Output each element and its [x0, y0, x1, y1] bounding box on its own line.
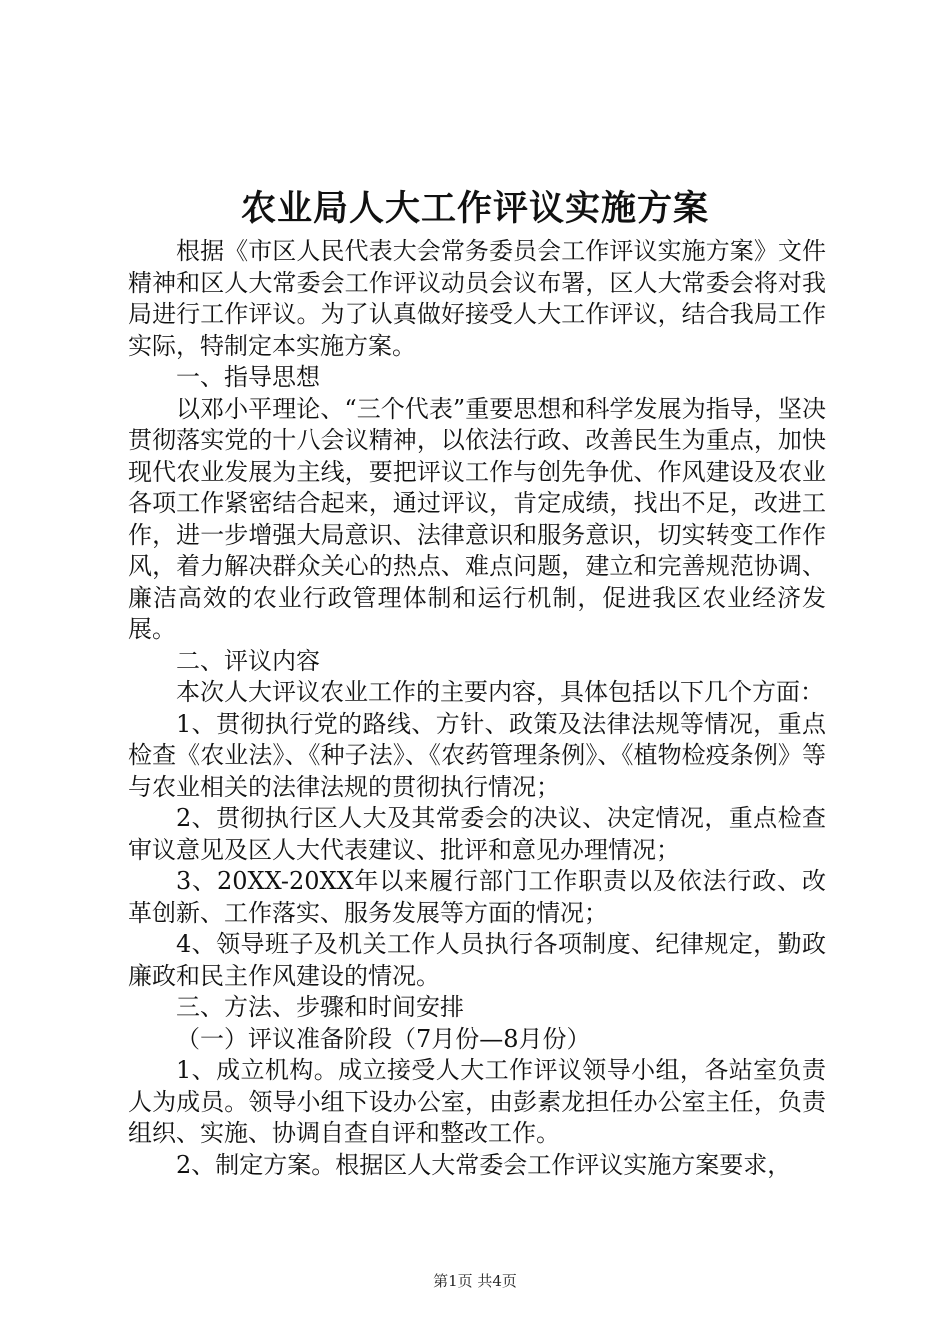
- list-item-review-1: 1、贯彻执行党的路线、方针、政策及法律法规等情况，重点检查《农业法》、《种子法》、《农药管理条例》、《植物检疫条例》等与农业相关的法律法规的贯彻执行情况；: [128, 709, 826, 801]
- paragraph-intro: 根据《市区人民代表大会常务委员会工作评议实施方案》文件精神和区人大常委会工作评议动员会议布署，区人大常委会将对我局进行工作评议。为了认真做好接受人大工作评议，结合我局工作实际，特制定本实施方案。: [128, 237, 826, 360]
- list-item-review-3: 3、20XX-20XX年以来履行部门工作职责以及依法行政、改革创新、工作落实、服务发展等方面的情况；: [128, 867, 826, 927]
- section-heading-method-schedule: 三、方法、步骤和时间安排: [176, 993, 464, 1021]
- section-heading-review-content: 二、评议内容: [176, 646, 320, 675]
- list-item-review-2: 2、贯彻执行区人大及其常委会的决议、决定情况，重点检查审议意见及区人大代表建议、批评和意见办理情况；: [128, 804, 826, 864]
- paragraph-review-content: 本次人大评议农业工作的主要内容，具体包括以下几个方面：: [176, 678, 824, 706]
- paragraph-guiding-ideology: 以邓小平理论、“三个代表”重要思想和科学发展为指导，坚决贯彻落实党的十八会议精神，以依法行政、改善民生为重点，加快现代农业发展为主线，要把评议工作与创先争优、作风建设及农业各项工作紧密结合起来，通过评议，肯定成绩，找出不足，改进工作，进一步增强大局意识、法律意识和服务意识，切实转变工作作风，着力解决群众关心的热点、难点问题，建立和完善规范协调、廉洁高效的农业行政管理体制和运行机制，促进我区农业经济发展。: [128, 394, 826, 643]
- list-item-preparation-1: 1、成立机构。成立接受人大工作评议领导小组，各站室负责人为成员。领导小组下设办公室，由彭素龙担任办公室主任，负责组织、实施、协调自查自评和整改工作。: [128, 1056, 826, 1147]
- section-heading-guiding-ideology: 一、指导思想: [176, 363, 320, 391]
- list-item-preparation-2: 2、制定方案。根据区人大常委会工作评议实施方案要求，: [176, 1150, 792, 1179]
- list-item-review-4: 4、领导班子及机关工作人员执行各项制度、纪律规定，勤政廉政和民主作风建设的情况。: [128, 930, 826, 990]
- page-footer: 第1页 共4页: [433, 1272, 517, 1290]
- subsection-heading-preparation: （一）评议准备阶段（7月份—8月份）: [176, 1024, 591, 1053]
- document-body: [128, 236, 826, 1181]
- document-title: 农业局人大工作评议实施方案: [240, 188, 709, 229]
